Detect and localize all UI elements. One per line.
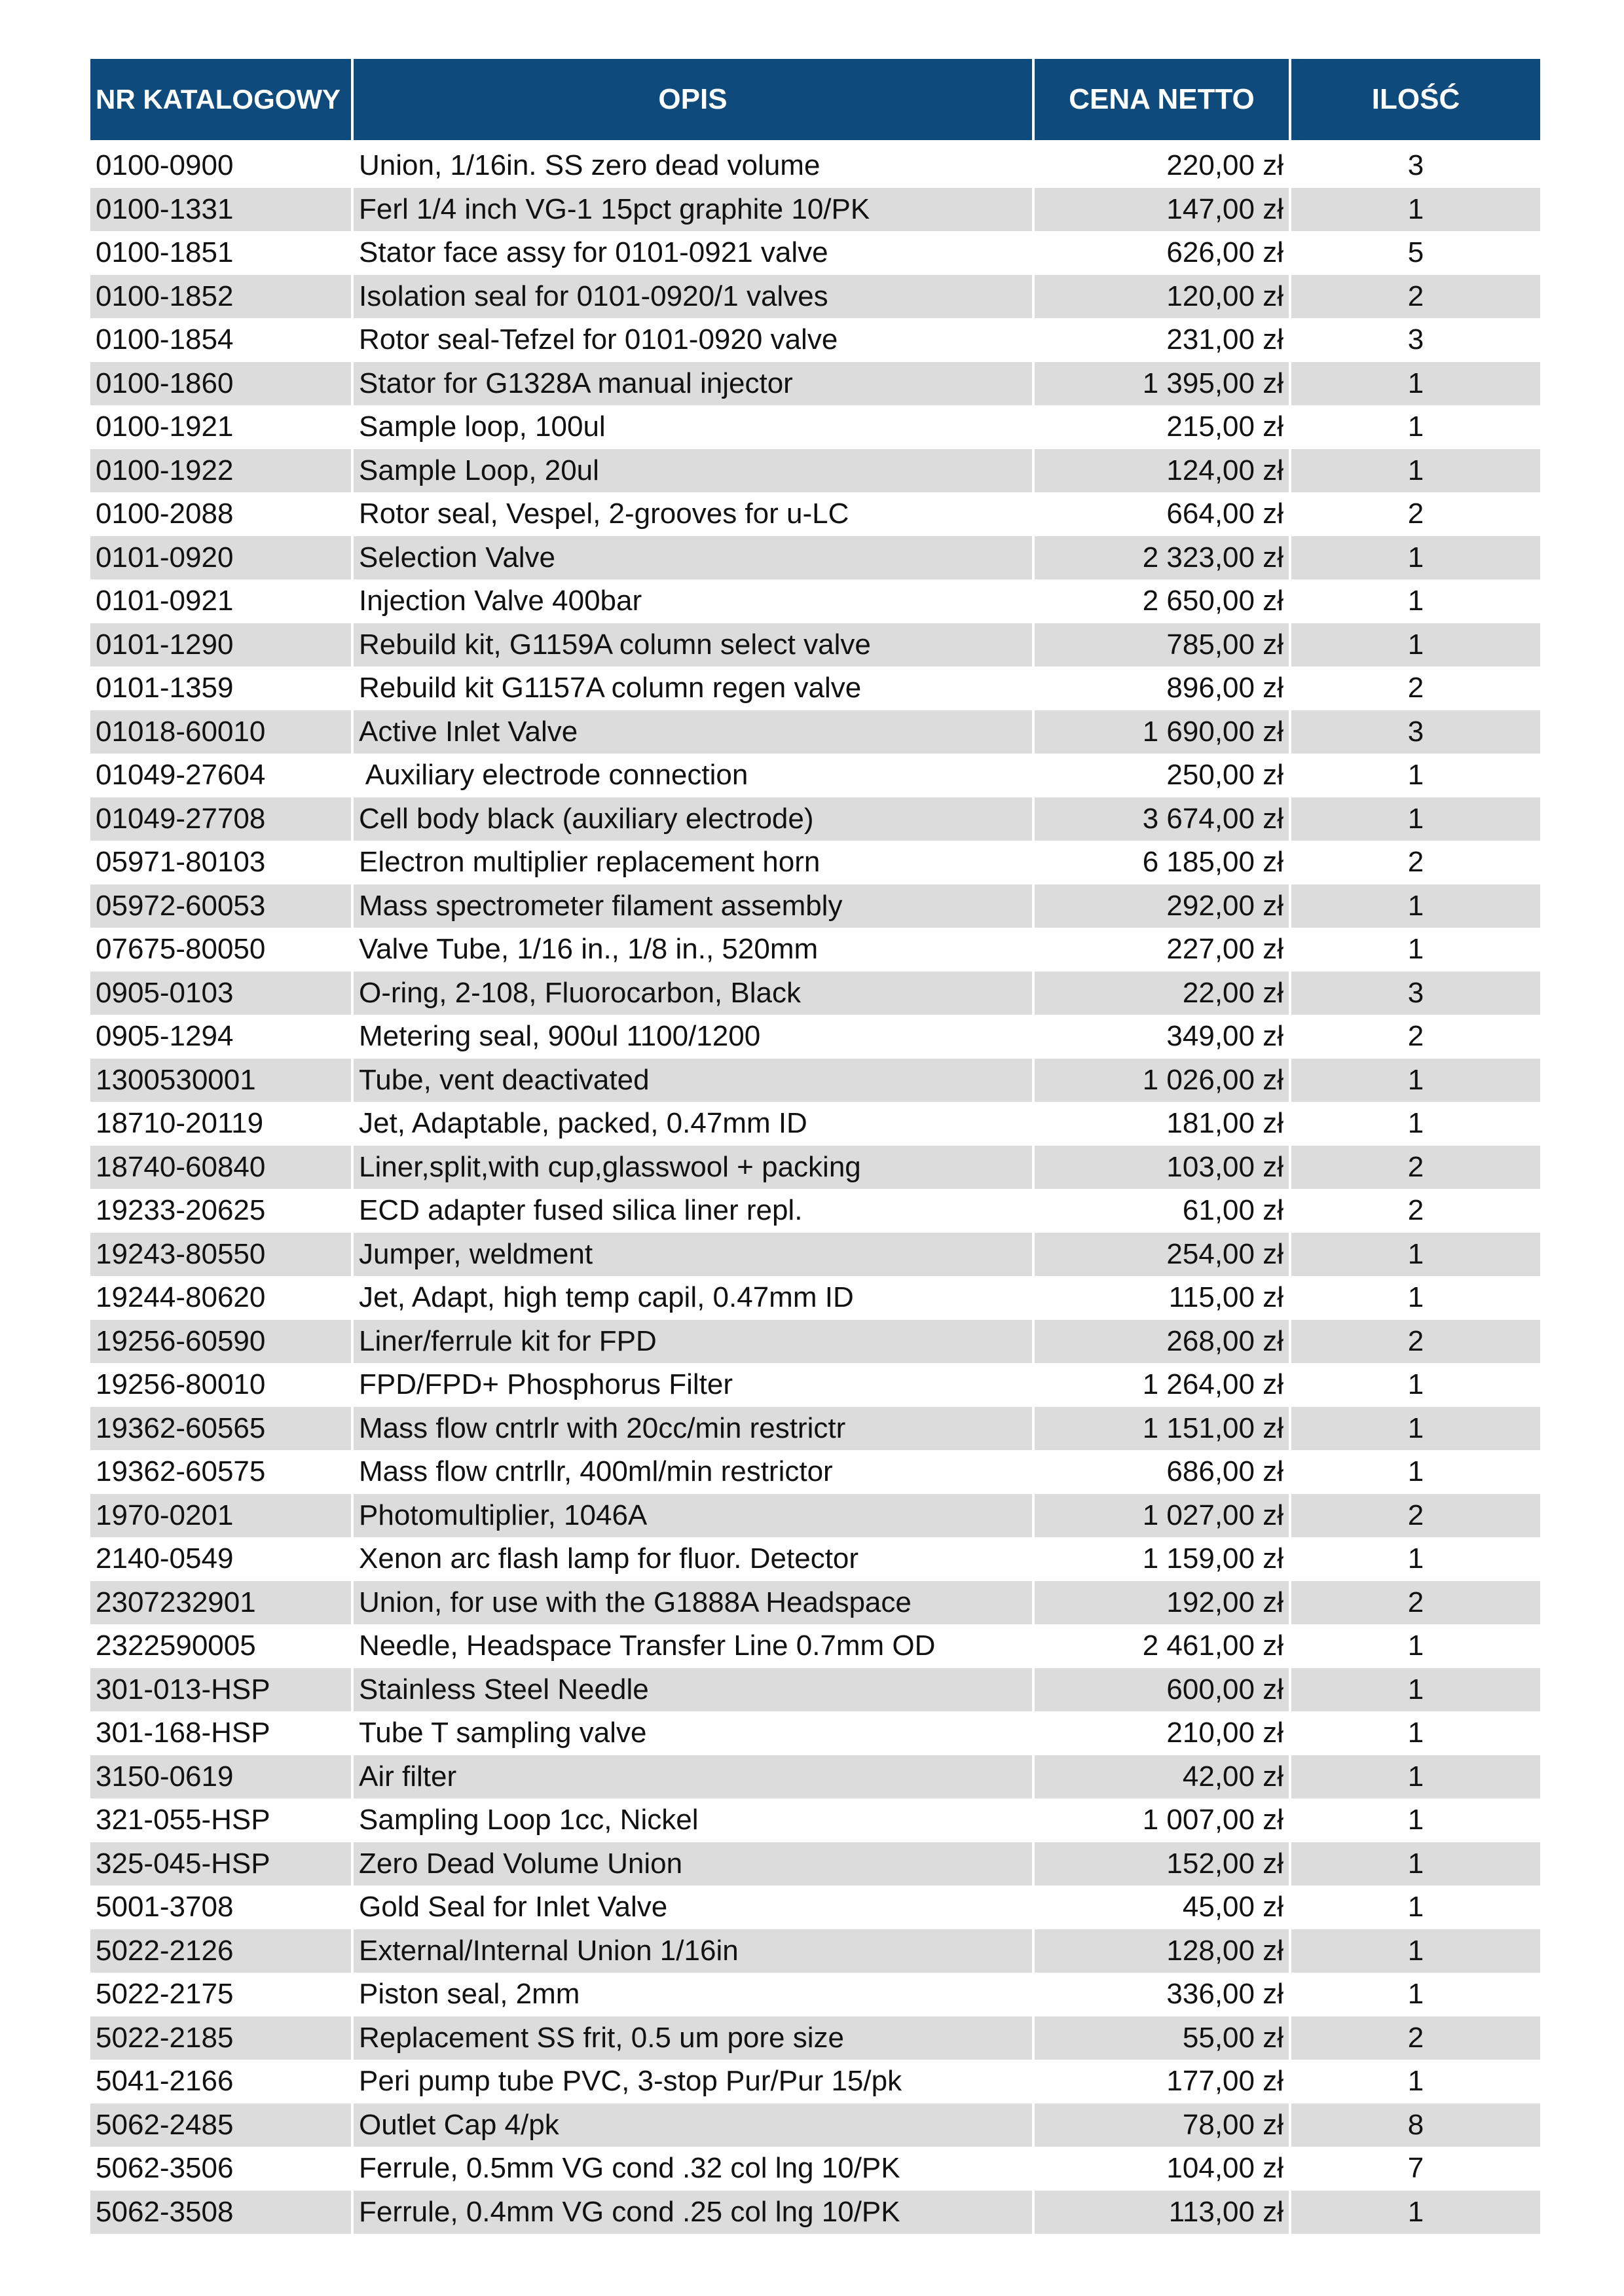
description-cell: Peri pump tube PVC, 3-stop Pur/Pur 15/pk	[359, 2065, 902, 2098]
quantity-cell: 2	[1291, 2016, 1540, 2060]
table-row	[90, 2147, 1540, 2191]
description-cell: Photomultiplier, 1046A	[354, 1494, 1032, 1538]
catalog-number-cell: 5062-3508	[90, 2191, 351, 2234]
table-row	[90, 623, 1540, 667]
table-row	[90, 1363, 1540, 1407]
description-cell: Ferrule, 0.4mm VG cond .25 col lng 10/PK	[354, 2191, 1032, 2234]
net-price-cell: 664,00 zł	[1166, 498, 1283, 530]
catalog-number-cell: 19233-20625	[96, 1194, 266, 1227]
description-cell: Stainless Steel Needle	[354, 1668, 1032, 1712]
net-price-cell: 2 323,00 zł	[1035, 536, 1289, 580]
net-price-cell: 113,00 zł	[1035, 2191, 1289, 2234]
description-cell: Auxiliary electrode connection	[359, 759, 748, 792]
net-price-cell: 115,00 zł	[1168, 1281, 1283, 1314]
catalog-number-cell: 0100-0900	[96, 149, 234, 182]
net-price-cell: 42,00 zł	[1035, 1755, 1289, 1799]
net-price-cell: 1 690,00 zł	[1035, 710, 1289, 754]
quantity-cell: 3	[1291, 972, 1540, 1015]
quantity-cell: 1	[1407, 933, 1424, 966]
table-row	[90, 318, 1540, 362]
catalog-number-cell: 19362-60565	[90, 1407, 351, 1451]
description-cell: Air filter	[354, 1755, 1032, 1799]
quantity-cell: 2	[1291, 1494, 1540, 1538]
net-price-cell: 215,00 zł	[1166, 410, 1283, 443]
quantity-cell: 1	[1291, 1755, 1540, 1799]
catalog-number-cell: 0100-1854	[96, 323, 234, 356]
net-price-cell: 152,00 zł	[1035, 1842, 1289, 1886]
net-price-cell: 210,00 zł	[1166, 1717, 1283, 1749]
quantity-cell: 1	[1291, 797, 1540, 841]
net-price-cell: 147,00 zł	[1035, 188, 1289, 232]
catalog-number-cell: 0905-1294	[96, 1020, 234, 1053]
quantity-cell: 7	[1407, 2152, 1424, 2185]
net-price-cell: 192,00 zł	[1035, 1581, 1289, 1625]
net-price-cell: 181,00 zł	[1166, 1107, 1283, 1140]
table-row	[90, 231, 1540, 275]
net-price-cell: 120,00 zł	[1035, 275, 1289, 319]
table-row	[90, 1320, 1540, 1364]
quantity-cell: 3	[1407, 323, 1424, 356]
description-cell: Xenon arc flash lamp for fluor. Detector	[359, 1542, 859, 1575]
table-row	[90, 972, 1540, 1015]
quantity-cell: 2	[1407, 1194, 1424, 1227]
net-price-cell: 2 650,00 zł	[1142, 585, 1283, 617]
table-row	[90, 1581, 1540, 1625]
quantity-cell: 1	[1407, 1455, 1424, 1488]
quantity-cell: 8	[1291, 2104, 1540, 2147]
net-price-cell: 124,00 zł	[1035, 449, 1289, 493]
table-row	[90, 754, 1540, 797]
quantity-cell: 2	[1291, 1146, 1540, 1190]
description-cell: Liner,split,with cup,glasswool + packing	[354, 1146, 1032, 1190]
net-price-cell: 349,00 zł	[1166, 1020, 1283, 1053]
table-row	[90, 1450, 1540, 1494]
description-cell: Injection Valve 400bar	[359, 585, 642, 617]
table-row	[90, 1624, 1540, 1668]
quantity-cell: 1	[1291, 1929, 1540, 1973]
description-cell: Selection Valve	[354, 536, 1032, 580]
description-cell: Metering seal, 900ul 1100/1200	[359, 1020, 761, 1053]
description-cell: Rotor seal-Tefzel for 0101-0920 valve	[359, 323, 838, 356]
quantity-cell: 2	[1407, 846, 1424, 879]
description-cell: Tube, vent deactivated	[354, 1059, 1032, 1102]
net-price-cell: 61,00 zł	[1182, 1194, 1283, 1227]
header-net-price: CENA NETTO	[1035, 59, 1289, 140]
description-cell: Mass flow cntrllr, 400ml/min restrictor	[359, 1455, 833, 1488]
quantity-cell: 1	[1291, 449, 1540, 493]
description-cell: Jumper, weldment	[354, 1233, 1032, 1277]
net-price-cell: 785,00 zł	[1035, 623, 1289, 667]
catalog-number-cell: 1970-0201	[90, 1494, 351, 1538]
price-list-table	[88, 59, 1543, 2234]
catalog-number-cell: 5062-2485	[90, 2104, 351, 2147]
quantity-cell: 2	[1407, 672, 1424, 704]
catalog-number-cell: 5062-3506	[96, 2152, 234, 2185]
table-row	[90, 1755, 1540, 1799]
quantity-cell: 1	[1407, 759, 1424, 792]
table-row	[90, 1973, 1540, 2016]
quantity-cell: 1	[1291, 1059, 1540, 1102]
catalog-number-cell: 05972-60053	[90, 884, 351, 928]
net-price-cell: 103,00 zł	[1035, 1146, 1289, 1190]
table-row	[90, 449, 1540, 493]
quantity-cell: 2	[1291, 1581, 1540, 1625]
description-cell: Rebuild kit G1157A column regen valve	[359, 672, 862, 704]
catalog-number-cell: 0100-1852	[90, 275, 351, 319]
net-price-cell: 227,00 zł	[1166, 933, 1283, 966]
description-cell: Needle, Headspace Transfer Line 0.7mm OD	[359, 1630, 936, 1662]
description-cell: Electron multiplier replacement horn	[359, 846, 821, 879]
catalog-number-cell: 0905-0103	[90, 972, 351, 1015]
quantity-cell: 1	[1407, 1804, 1424, 1836]
table-header-row	[90, 59, 1540, 140]
catalog-number-cell: 0101-0920	[90, 536, 351, 580]
quantity-cell: 1	[1291, 188, 1540, 232]
table-row	[90, 536, 1540, 580]
net-price-cell: 1 395,00 zł	[1035, 362, 1289, 406]
quantity-cell: 1	[1407, 1891, 1424, 1923]
catalog-number-cell: 0100-1860	[90, 362, 351, 406]
net-price-cell: 55,00 zł	[1035, 2016, 1289, 2060]
net-price-cell: 292,00 zł	[1035, 884, 1289, 928]
table-row	[90, 1886, 1540, 1929]
catalog-number-cell: 0100-1331	[90, 188, 351, 232]
catalog-number-cell: 0101-1359	[96, 672, 234, 704]
description-cell: Mass spectrometer filament assembly	[354, 884, 1032, 928]
description-cell: Sample Loop, 20ul	[354, 449, 1032, 493]
net-price-cell: 45,00 zł	[1182, 1891, 1283, 1923]
quantity-cell: 1	[1291, 1842, 1540, 1886]
net-price-cell: 1 264,00 zł	[1142, 1368, 1283, 1401]
description-cell: Jet, Adapt, high temp capil, 0.47mm ID	[359, 1281, 854, 1314]
description-cell: Mass flow cntrlr with 20cc/min restrictr	[354, 1407, 1032, 1451]
quantity-cell: 1	[1407, 1368, 1424, 1401]
quantity-cell: 3	[1407, 149, 1424, 182]
net-price-cell: 254,00 zł	[1035, 1233, 1289, 1277]
table-row	[90, 928, 1540, 972]
quantity-cell: 1	[1291, 1233, 1540, 1277]
quantity-cell: 1	[1291, 362, 1540, 406]
table-row	[90, 1537, 1540, 1581]
catalog-number-cell: 0100-2088	[96, 498, 234, 530]
catalog-number-cell: 18740-60840	[90, 1146, 351, 1190]
net-price-cell: 1 151,00 zł	[1035, 1407, 1289, 1451]
table-row	[90, 2104, 1540, 2147]
table-row	[90, 188, 1540, 232]
description-cell: Liner/ferrule kit for FPD	[354, 1320, 1032, 1364]
description-cell: Sampling Loop 1cc, Nickel	[359, 1804, 699, 1836]
net-price-cell: 78,00 zł	[1035, 2104, 1289, 2147]
net-price-cell: 268,00 zł	[1035, 1320, 1289, 1364]
table-row	[90, 1842, 1540, 1886]
quantity-cell: 2	[1291, 275, 1540, 319]
table-row	[90, 1059, 1540, 1102]
catalog-number-cell: 321-055-HSP	[96, 1804, 270, 1836]
description-cell: Rebuild kit, G1159A column select valve	[354, 623, 1032, 667]
quantity-cell: 1	[1291, 884, 1540, 928]
description-cell: Jet, Adaptable, packed, 0.47mm ID	[359, 1107, 807, 1140]
quantity-cell: 1	[1407, 1281, 1424, 1314]
table-row	[90, 2060, 1540, 2104]
table-row	[90, 1189, 1540, 1233]
description-cell: Cell body black (auxiliary electrode)	[354, 797, 1032, 841]
quantity-cell: 1	[1291, 1668, 1540, 1712]
table-row	[90, 492, 1540, 536]
description-cell: Active Inlet Valve	[354, 710, 1032, 754]
description-cell: Tube T sampling valve	[359, 1717, 647, 1749]
catalog-number-cell: 0101-1290	[90, 623, 351, 667]
description-cell: Ferrule, 0.5mm VG cond .32 col lng 10/PK	[359, 2152, 900, 2185]
table-row	[90, 275, 1540, 319]
catalog-number-cell: 01049-27708	[90, 797, 351, 841]
net-price-cell: 231,00 zł	[1166, 323, 1283, 356]
quantity-cell: 1	[1407, 1542, 1424, 1575]
quantity-cell: 1	[1407, 1717, 1424, 1749]
header-quantity: ILOŚĆ	[1291, 59, 1540, 140]
table-row	[90, 1929, 1540, 1973]
catalog-number-cell: 19244-80620	[96, 1281, 266, 1314]
catalog-number-cell: 325-045-HSP	[90, 1842, 351, 1886]
table-row	[90, 841, 1540, 884]
description-cell: Rotor seal, Vespel, 2-grooves for u-LC	[359, 498, 849, 530]
description-cell: ECD adapter fused silica liner repl.	[359, 1194, 803, 1227]
quantity-cell: 1	[1291, 1407, 1540, 1451]
net-price-cell: 896,00 zł	[1166, 672, 1283, 704]
catalog-number-cell: 0100-1851	[96, 236, 234, 269]
quantity-cell: 5	[1407, 236, 1424, 269]
table-row	[90, 1146, 1540, 1190]
catalog-number-cell: 19256-60590	[90, 1320, 351, 1364]
table-row	[90, 1407, 1540, 1451]
catalog-number-cell: 01018-60010	[90, 710, 351, 754]
table-row	[90, 2191, 1540, 2234]
quantity-cell: 1	[1291, 623, 1540, 667]
table-row	[90, 797, 1540, 841]
table-row	[90, 362, 1540, 406]
table-row	[90, 884, 1540, 928]
table-row	[90, 2016, 1540, 2060]
catalog-number-cell: 07675-80050	[96, 933, 266, 966]
quantity-cell: 1	[1291, 536, 1540, 580]
description-cell: Union, 1/16in. SS zero dead volume	[359, 149, 821, 182]
description-cell: Ferl 1/4 inch VG-1 15pct graphite 10/PK	[354, 188, 1032, 232]
catalog-number-cell: 301-013-HSP	[90, 1668, 351, 1712]
quantity-cell: 1	[1407, 410, 1424, 443]
table-row	[90, 1102, 1540, 1146]
catalog-number-cell: 2307232901	[90, 1581, 351, 1625]
quantity-cell: 1	[1407, 1630, 1424, 1662]
catalog-number-cell: 1300530001	[90, 1059, 351, 1102]
table-row	[90, 666, 1540, 710]
net-price-cell: 1 026,00 zł	[1035, 1059, 1289, 1102]
description-cell: O-ring, 2-108, Fluorocarbon, Black	[354, 972, 1032, 1015]
quantity-cell: 1	[1407, 2065, 1424, 2098]
description-cell: Union, for use with the G1888A Headspace	[354, 1581, 1032, 1625]
net-price-cell: 336,00 zł	[1166, 1978, 1283, 2011]
quantity-cell: 2	[1407, 498, 1424, 530]
table-body	[90, 144, 1540, 2234]
description-cell: Piston seal, 2mm	[359, 1978, 580, 2011]
catalog-number-cell: 5022-2175	[96, 1978, 234, 2011]
net-price-cell: 626,00 zł	[1166, 236, 1283, 269]
catalog-number-cell: 5022-2126	[90, 1929, 351, 1973]
catalog-number-cell: 2322590005	[96, 1630, 256, 1662]
header-description: OPIS	[354, 59, 1032, 140]
catalog-number-cell: 3150-0619	[90, 1755, 351, 1799]
net-price-cell: 220,00 zł	[1166, 149, 1283, 182]
description-cell: Stator face assy for 0101-0921 valve	[359, 236, 828, 269]
net-price-cell: 250,00 zł	[1166, 759, 1283, 792]
quantity-cell: 1	[1407, 585, 1424, 617]
net-price-cell: 2 461,00 zł	[1142, 1630, 1283, 1662]
table-row	[90, 1798, 1540, 1842]
description-cell: Replacement SS frit, 0.5 um pore size	[354, 2016, 1032, 2060]
table-row	[90, 1668, 1540, 1712]
quantity-cell: 2	[1291, 1320, 1540, 1364]
description-cell: Sample loop, 100ul	[359, 410, 606, 443]
table-row	[90, 144, 1540, 188]
net-price-cell: 1 159,00 zł	[1142, 1542, 1283, 1575]
net-price-cell: 686,00 zł	[1166, 1455, 1283, 1488]
description-cell: External/Internal Union 1/16in	[354, 1929, 1032, 1973]
quantity-cell: 1	[1407, 1107, 1424, 1140]
net-price-cell: 600,00 zł	[1035, 1668, 1289, 1712]
catalog-number-cell: 0100-1921	[96, 410, 234, 443]
net-price-cell: 128,00 zł	[1035, 1929, 1289, 1973]
catalog-number-cell: 19362-60575	[96, 1455, 266, 1488]
net-price-cell: 177,00 zł	[1166, 2065, 1283, 2098]
description-cell: Valve Tube, 1/16 in., 1/8 in., 520mm	[359, 933, 819, 966]
table-row	[90, 1276, 1540, 1320]
catalog-number-cell: 19243-80550	[90, 1233, 351, 1277]
table-row	[90, 1494, 1540, 1538]
header-catalog-number: NR KATALOGOWY	[90, 59, 351, 140]
catalog-number-cell: 01049-27604	[96, 759, 266, 792]
net-price-cell: 6 185,00 zł	[1142, 846, 1283, 879]
description-cell: Isolation seal for 0101-0920/1 valves	[354, 275, 1032, 319]
catalog-number-cell: 18710-20119	[96, 1107, 264, 1140]
quantity-cell: 1	[1291, 2191, 1540, 2234]
catalog-number-cell: 5041-2166	[96, 2065, 234, 2098]
table-row	[90, 579, 1540, 623]
net-price-cell: 22,00 zł	[1035, 972, 1289, 1015]
catalog-number-cell: 5022-2185	[90, 2016, 351, 2060]
description-cell: Stator for G1328A manual injector	[354, 362, 1032, 406]
quantity-cell: 2	[1407, 1020, 1424, 1053]
net-price-cell: 1 007,00 zł	[1142, 1804, 1283, 1836]
catalog-number-cell: 0100-1922	[90, 449, 351, 493]
table-row	[90, 1233, 1540, 1277]
net-price-cell: 104,00 zł	[1166, 2152, 1283, 2185]
quantity-cell: 3	[1291, 710, 1540, 754]
table-row	[90, 710, 1540, 754]
table-row	[90, 1711, 1540, 1755]
table-row	[90, 1015, 1540, 1059]
description-cell: Zero Dead Volume Union	[354, 1842, 1032, 1886]
net-price-cell: 3 674,00 zł	[1035, 797, 1289, 841]
catalog-number-cell: 0101-0921	[96, 585, 234, 617]
quantity-cell: 1	[1407, 1978, 1424, 2011]
description-cell: Outlet Cap 4/pk	[354, 2104, 1032, 2147]
description-cell: Gold Seal for Inlet Valve	[359, 1891, 668, 1923]
catalog-number-cell: 301-168-HSP	[96, 1717, 270, 1749]
table-row	[90, 405, 1540, 449]
catalog-number-cell: 05971-80103	[96, 846, 266, 879]
catalog-number-cell: 2140-0549	[96, 1542, 234, 1575]
description-cell: FPD/FPD+ Phosphorus Filter	[359, 1368, 733, 1401]
catalog-number-cell: 5001-3708	[96, 1891, 234, 1923]
catalog-number-cell: 19256-80010	[96, 1368, 266, 1401]
net-price-cell: 1 027,00 zł	[1035, 1494, 1289, 1538]
